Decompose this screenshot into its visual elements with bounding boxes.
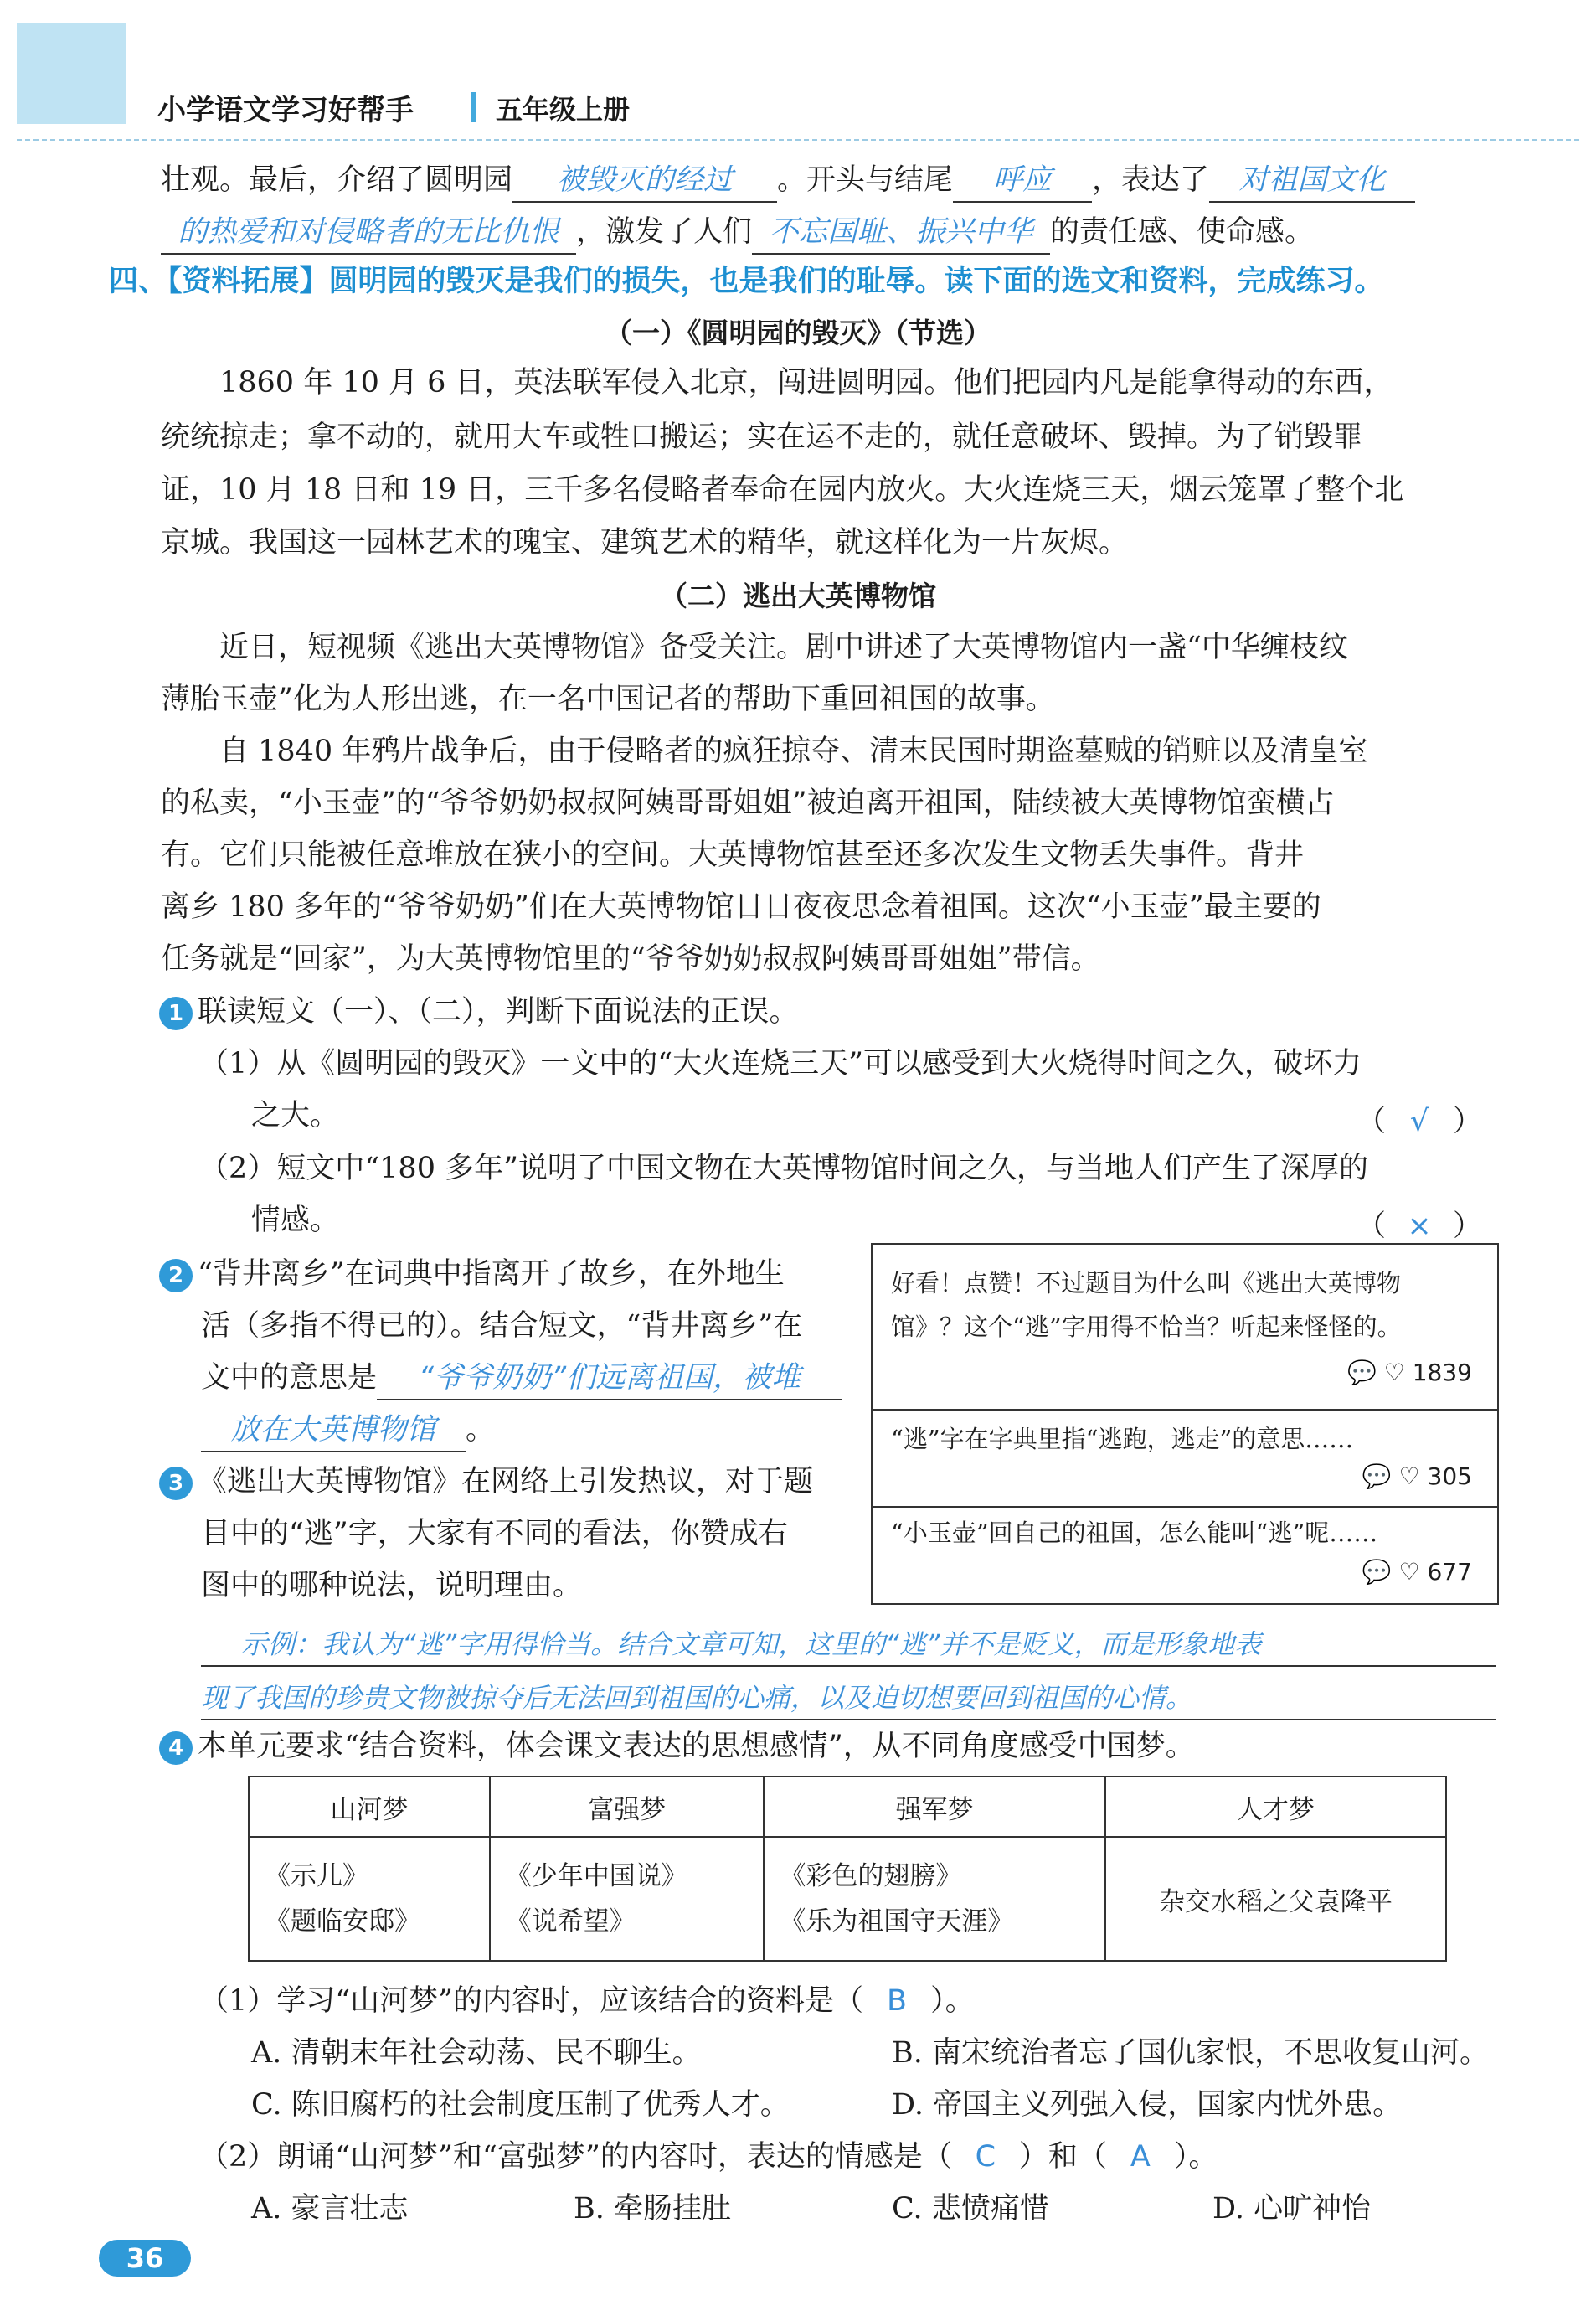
q3-answer-line-2: 现了我国的珍贵文物被掠夺后无法回到祖国的心痛，以及迫切想要回到祖国的心情。 [201,1677,1496,1720]
question-stem: 联读短文（一）、（二），判断下面说法的正误。 [198,995,799,1029]
q2-line-3 [201,1357,842,1400]
check-mark: √ [1409,1105,1429,1138]
heart-icon[interactable]: ♡ [1383,1359,1405,1386]
answer-blank: 的热爱和对侵略者的无比仇恨 [161,211,576,255]
header-decoration [17,23,126,124]
like-count: 677 [1427,1558,1472,1586]
paren-open: （ [1357,1105,1387,1138]
answer-blank: 放在大英博物馆 [201,1409,466,1452]
intro-text: 的责任感、使命感。 [1050,215,1315,249]
intro-text: 。开头与结尾 [777,163,954,197]
header-divider [471,92,476,122]
header-dashed-rule [17,139,1579,141]
q3-line-2: 目中的“逃”字，大家有不同的看法，你赞成右 [201,1517,788,1550]
cell-line: 《乐为祖国守天涯》 [780,1906,1014,1937]
comment-actions [1362,1462,1472,1490]
answer-choice: A [1130,2140,1151,2174]
option-c: C. 悲愤痛惜 [892,2192,1049,2226]
passage1-title: （一）《圆明园的毁灭》（节选） [605,317,991,349]
table-cell [764,1837,1104,1961]
question-stem: 文中的意思是 [201,1361,378,1395]
comment-icon[interactable]: 💬 [1362,1558,1392,1586]
cell-line: 《题临安邸》 [265,1906,420,1937]
comment-text: “小玉壶”回自己的祖国，怎么能叫“逃”呢…… [891,1519,1378,1547]
answer-blank: “爷爷奶奶”们远离祖国，被堆 [377,1357,842,1400]
intro-line-1 [161,159,1415,203]
q1-answer-1 [1357,1098,1482,1140]
table-cell [490,1837,765,1961]
paren-close: ） [1453,1209,1483,1243]
answer-blank: 被毁灭的经过 [512,159,777,203]
answer-choice: C [975,2140,996,2174]
heart-icon[interactable]: ♡ [1398,1558,1420,1586]
question-stem: “背井离乡”在词典中指离开了故乡，在外地生 [198,1257,785,1291]
q3-line-3: 图中的哪种说法，说明理由。 [201,1569,583,1602]
question-4 [159,1725,1195,1767]
q4-sub-2 [199,2136,1218,2178]
question-1 [159,991,799,1033]
comment-icon[interactable]: 💬 [1346,1359,1377,1386]
option-b: B. 南宋统治者忘了国仇家恨，不思收复山河。 [892,2036,1489,2070]
cross-mark: × [1407,1209,1432,1243]
table-row [249,1837,1446,1961]
comment-item [873,1245,1497,1411]
answer-blank: 不忘国耻、振兴中华 [752,211,1050,255]
passage1-line: 1860 年 10 月 6 日，英法联军侵入北京，闯进圆明园。他们把园内凡是能拿得动的东西， [219,366,1393,400]
intro-text: ，表达了 [1092,163,1210,197]
question-3 [159,1461,813,1503]
question-stem: ）和（ [1018,2140,1107,2174]
q1-answer-2 [1357,1203,1482,1245]
option-d: D. 心旷神怡 [1212,2192,1372,2226]
question-number-badge: 3 [159,1467,193,1500]
option-a: A. 清朝末年社会动荡、民不聊生。 [251,2036,702,2070]
question-stem: （2）朗诵“山河梦”和“富强梦”的内容时，表达的情感是（ [199,2140,952,2174]
table-header: 山河梦 [249,1777,490,1837]
question-number-badge: 2 [159,1259,193,1292]
book-grade: 五年级上册 [496,94,631,126]
answer-blank: 呼应 [953,159,1092,203]
q4-sub-1 [199,1980,975,2022]
passage2-line: 近日，短视频《逃出大英博物馆》备受关注。剧中讲述了大英博物馆内一盏“中华缠枝纹 [219,631,1348,664]
q1-statement-1: （1）从《圆明园的毁灭》一文中的“大火连烧三天”可以感受到大火烧得时间之久，破坏力 [199,1047,1362,1081]
option-d: D. 帝国主义列强入侵，国家内忧外患。 [892,2088,1403,2122]
comment-text: 馆》？这个“逃”字用得不恰当？听起来怪怪的。 [891,1313,1402,1341]
comment-text: 好看！点赞！不过题目为什么叫《逃出大英博物 [891,1269,1402,1297]
comment-item [873,1506,1497,1603]
table-header-row [249,1777,1446,1837]
question-stem: 。 [466,1413,496,1447]
comment-text: “逃”字在字典里指“逃跑，逃走”的意思…… [891,1425,1354,1453]
question-number-badge: 4 [159,1731,193,1765]
option-c: C. 陈旧腐朽的社会制度压制了优秀人才。 [251,2088,790,2122]
q3-answer-line-1: 示例：我认为“逃”字用得恰当。结合文章可知，这里的“逃”并不是贬义，而是形象地表 [201,1623,1496,1667]
q2-line-2: 活（多指不得已的）。结合短文，“背井离乡”在 [201,1309,803,1343]
q1-statement-2-cont: 情感。 [251,1204,340,1237]
like-count: 305 [1427,1462,1472,1490]
option-a: A. 豪言壮志 [251,2192,409,2226]
passage2-line: 的私卖，“小玉壶”的“爷爷奶奶叔叔阿姨哥哥姐姐”被迫离开祖国，陆续被大英博物馆蛮横占 [161,787,1335,820]
passage2-line: 有。它们只能被任意堆放在狭小的空间。大英博物馆甚至还多次发生文物丢失事件。背井 [161,838,1305,872]
paren-open: （ [1357,1209,1387,1243]
q1-statement-2: （2）短文中“180 多年”说明了中国文物在大英博物馆时间之久，与当地人们产生了深厚的 [199,1152,1368,1185]
table-header: 富强梦 [490,1777,765,1837]
answer-choice: B [887,1984,908,2018]
table-header: 人才梦 [1105,1777,1446,1837]
question-stem: 《逃出大英博物馆》在网络上引发热议，对于题 [198,1465,814,1498]
question-2 [159,1253,785,1295]
passage1-line: 证，10 月 18 日和 19 日，三千多名侵略者奉命在园内放火。大火连烧三天，烟云笼罩了整个北 [161,473,1404,507]
option-b: B. 牵肠挂肚 [574,2192,731,2226]
passage2-title: （二）逃出大英博物馆 [660,580,936,612]
q1-statement-1-cont: 之大。 [251,1099,340,1132]
comment-panel [871,1243,1499,1605]
comment-actions [1362,1558,1472,1586]
cell-line: 《说希望》 [505,1906,636,1937]
section-title: 四、【资料拓展】圆明园的毁灭是我们的损失，也是我们的耻辱。读下面的选文和资料，完成练习。 [109,265,1384,298]
page-number: 36 [99,2240,191,2277]
passage2-line: 自 1840 年鸦片战争后，由于侵略者的疯狂掠夺、清末民国时期盗墓贼的销赃以及清皇室 [219,735,1368,768]
intro-text: 壮观。最后，介绍了圆明园 [161,163,513,197]
comment-icon[interactable]: 💬 [1362,1462,1392,1490]
comment-actions [1347,1359,1472,1386]
intro-text: ，激发了人们 [576,215,753,249]
table-header: 强军梦 [764,1777,1104,1837]
cell-line: 《示儿》 [265,1861,368,1891]
question-stem: （1）学习“山河梦”的内容时，应该结合的资料是（ [199,1984,864,2018]
passage1-line: 京城。我国这一园林艺术的瑰宝、建筑艺术的精华，就这样化为一片灰烬。 [161,526,1129,560]
cell-line: 《彩色的翅膀》 [780,1861,962,1891]
table-cell [249,1837,490,1961]
question-stem: ）。 [1173,2140,1218,2174]
answer-blank: 对祖国文化 [1209,159,1415,203]
dream-table [248,1776,1447,1962]
passage2-line: 任务就是“回家”，为大英博物馆里的“爷爷奶奶叔叔阿姨哥哥姐姐”带信。 [161,942,1100,976]
passage2-line: 薄胎玉壶”化为人形出逃，在一名中国记者的帮助下重回祖国的故事。 [161,683,1055,716]
heart-icon[interactable]: ♡ [1398,1462,1420,1490]
cell-line: 《少年中国说》 [505,1861,687,1891]
book-title: 小学语文学习好帮手 [157,94,414,127]
intro-line-2 [161,211,1314,255]
question-stem: ）。 [930,1984,975,2018]
passage2-line: 离乡 180 多年的“爷爷奶奶”们在大英博物馆日日夜夜思念着祖国。这次“小玉壶”最主要的 [161,890,1321,924]
paren-close: ） [1453,1105,1483,1138]
comment-item [873,1409,1497,1508]
table-cell: 杂交水稻之父袁隆平 [1105,1837,1446,1961]
like-count: 1839 [1412,1359,1472,1386]
q2-line-4 [201,1409,495,1452]
question-stem: 本单元要求“结合资料，体会课文表达的思想感情”，从不同角度感受中国梦。 [198,1730,1195,1763]
passage1-line: 统统掠走；拿不动的，就用大车或牲口搬运；实在运不走的，就任意破坏、毁掉。为了销毁罪 [161,420,1363,454]
question-number-badge: 1 [159,997,193,1030]
